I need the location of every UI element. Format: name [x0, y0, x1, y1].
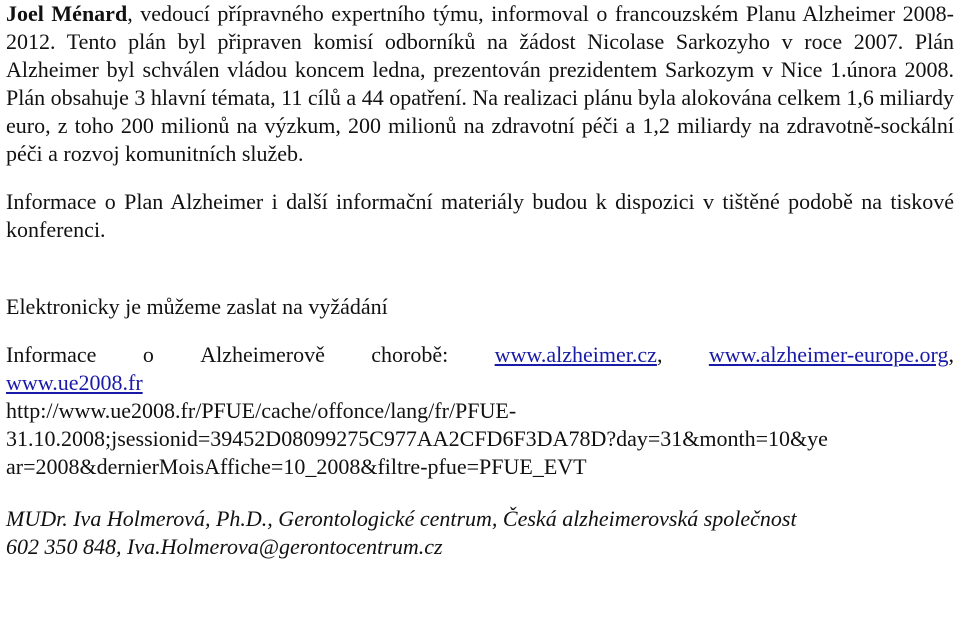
- paragraph-plan-summary: [6, 0, 954, 168]
- link-alzheimer-cz-group: [495, 341, 663, 369]
- separator-comma: ,: [656, 342, 663, 367]
- author-name: Joel Ménard: [6, 1, 128, 26]
- info-links-line: [6, 341, 954, 369]
- url-line-1: http://www.ue2008.fr/PFUE/cache/offonce/lang/fr/PFUE-: [6, 398, 517, 423]
- url-line-3: ar=2008&dernierMoisAffiche=10_2008&filtre-pfue=PFUE_EVT: [6, 454, 587, 479]
- info-word-4: chorobě:: [371, 342, 449, 367]
- signature-block: [6, 505, 954, 561]
- link-alzheimer-europe-group: [709, 341, 954, 369]
- paragraph-press-info: Informace o Plan Alzheimer i další informační materiály budou k dispozici v tištěné podobě na tiskové konferenci.: [6, 189, 954, 242]
- signature-name-line: MUDr. Iva Holmerová, Ph.D., Gerontologické centrum, Česká alzheimerovská společnost: [6, 506, 797, 531]
- url-line-2: 31.10.2008;jsessionid=39452D08099275C977AA2CFD6F3DA78D?day=31&month=10&ye: [6, 426, 828, 451]
- link-alzheimer-cz[interactable]: www.alzheimer.cz: [494, 342, 657, 367]
- plan-summary-text: , vedoucí přípravného expertního týmu, informoval o francouzském Planu Alzheimer 2008-2012. Tento plán byl připraven komisí odborníků na žádost Nicolase Sarkozyho v roce 2007. Plán Alzheimer byl schválen vládou koncem ledna, prezentován prezidentem Sarkozym v Nice 1.února 2008. Plán obsahuje 3 hlavní témata, 11 cílů a 44 opatření. Na realizaci plánu byla alokována celkem 1,6 miliardy euro, z toho 200 milionů na výzkum, 200 milionů na zdravotní péči a 1,2 miliardy na zdravotně-sockální péči a rozvoj komunitních služeb.: [6, 1, 954, 166]
- paragraph-electronic-request: Elektronicky je můžeme zaslat na vyžádání: [6, 294, 388, 319]
- link-ue2008[interactable]: www.ue2008.fr: [6, 370, 143, 395]
- link-alzheimer-europe[interactable]: www.alzheimer-europe.org: [708, 342, 949, 367]
- info-word-3: Alzheimerově: [200, 342, 325, 367]
- document-page: [6, 0, 954, 561]
- link-ue2008-line: [6, 369, 954, 397]
- separator-comma: ,: [948, 342, 954, 367]
- info-word-1: Informace: [6, 342, 97, 367]
- info-word-2: o: [142, 342, 154, 367]
- info-links-block: [6, 341, 954, 481]
- signature-contact-line: 602 350 848, Iva.Holmerova@gerontocentrum.cz: [6, 534, 443, 559]
